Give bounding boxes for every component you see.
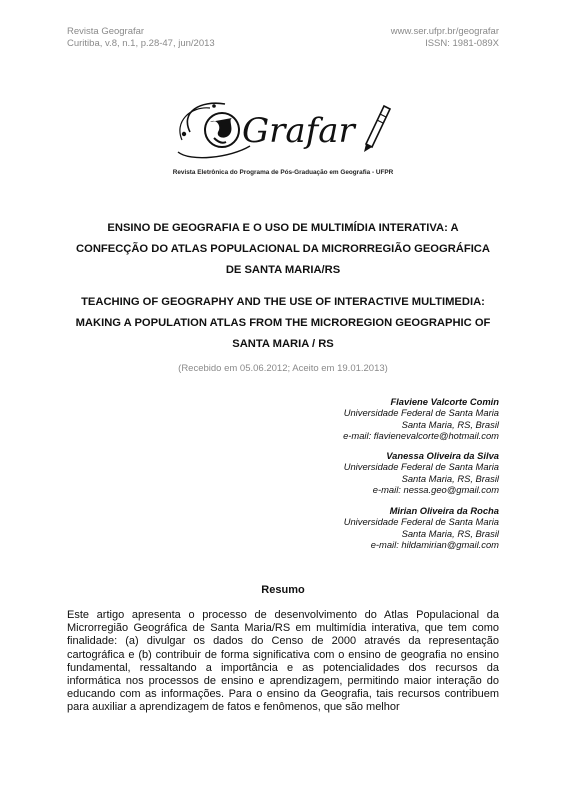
author-affiliation: Universidade Federal de Santa Maria (343, 516, 499, 528)
author-email[interactable]: e-mail: nessa.geo@gmail.com (372, 483, 499, 495)
title-en-line: MAKING A POPULATION ATLAS FROM THE MICROREGION GEOGRAPHIC OF (75, 317, 491, 329)
author-block (344, 450, 499, 495)
author-name: Flaviene Valcorte Comin (390, 396, 499, 407)
title-portuguese (67, 218, 499, 281)
author-email[interactable]: e-mail: hildamirian@gmail.com (370, 538, 499, 550)
title-pt-line: DE SANTA MARIA/RS (225, 264, 341, 276)
received-dates: (Recebido em 05.06.2012; Aceito em 19.01.2013) (178, 363, 388, 374)
abstract-text: Este artigo apresenta o processo de desenvolvimento do Atlas Populacional da Microrregião Geográfica de Santa Maria/RS em multimídia interativa, que tem como finalidade: (a) divulgar os dados do Censo de 2000 através da representação cartográfica e (b) contribuir de forma significativa com o ensino de geografia no ensino fundamental, ressaltando a importância e as potencialidades dos recursos da informática nos processos de ensino e aprendizagem, permitindo maior interação do educando com as informações. Para o ensino da Geografia, tais recursos contribuem para auxiliar a aprendizagem de fatos e fenômenos, que são melhor (67, 609, 499, 714)
author-location: Santa Maria, RS, Brasil (401, 527, 499, 539)
author-location: Santa Maria, RS, Brasil (401, 418, 499, 430)
logo-subtitle: Revista Eletrônica do Programa de Pós-Graduação em Geografia - UFPR (172, 169, 394, 176)
author-name: Mirian Oliveira da Rocha (389, 505, 499, 516)
author-block (343, 396, 499, 441)
journal-header-right (391, 26, 499, 50)
title-english (67, 292, 499, 355)
journal-issn: ISSN: 1981-089X (425, 38, 499, 49)
journal-header-left (67, 26, 215, 50)
author-email[interactable]: e-mail: flavienevalcorte@hotmail.com (343, 429, 499, 441)
author-affiliation: Universidade Federal de Santa Maria (343, 407, 499, 419)
journal-name: Revista Geografar (67, 26, 145, 37)
logo-wordmark: Grafar (242, 111, 355, 151)
title-pt-line: ENSINO DE GEOGRAFIA E O USO DE MULTIMÍDIA INTERATIVA: A (107, 222, 459, 234)
title-pt-line: CONFECÇÃO DO ATLAS POPULACIONAL DA MICRORREGIÃO GEOGRÁFICA (76, 243, 490, 255)
author-name: Vanessa Oliveira da Silva (386, 450, 499, 461)
abstract-heading: Resumo (261, 584, 305, 596)
author-block (344, 505, 499, 550)
title-en-line: SANTA MARIA / RS (232, 338, 334, 350)
author-location: Santa Maria, RS, Brasil (401, 472, 499, 484)
journal-url[interactable]: www.ser.ufpr.br/geografar (390, 26, 499, 37)
title-en-line: TEACHING OF GEOGRAPHY AND THE USE OF INTERACTIVE MULTIMEDIA: (81, 296, 485, 308)
geografar-logo (170, 92, 396, 164)
journal-citation: Curitiba, v.8, n.1, p.28-47, jun/2013 (67, 38, 215, 49)
author-affiliation: Universidade Federal de Santa Maria (343, 461, 499, 473)
